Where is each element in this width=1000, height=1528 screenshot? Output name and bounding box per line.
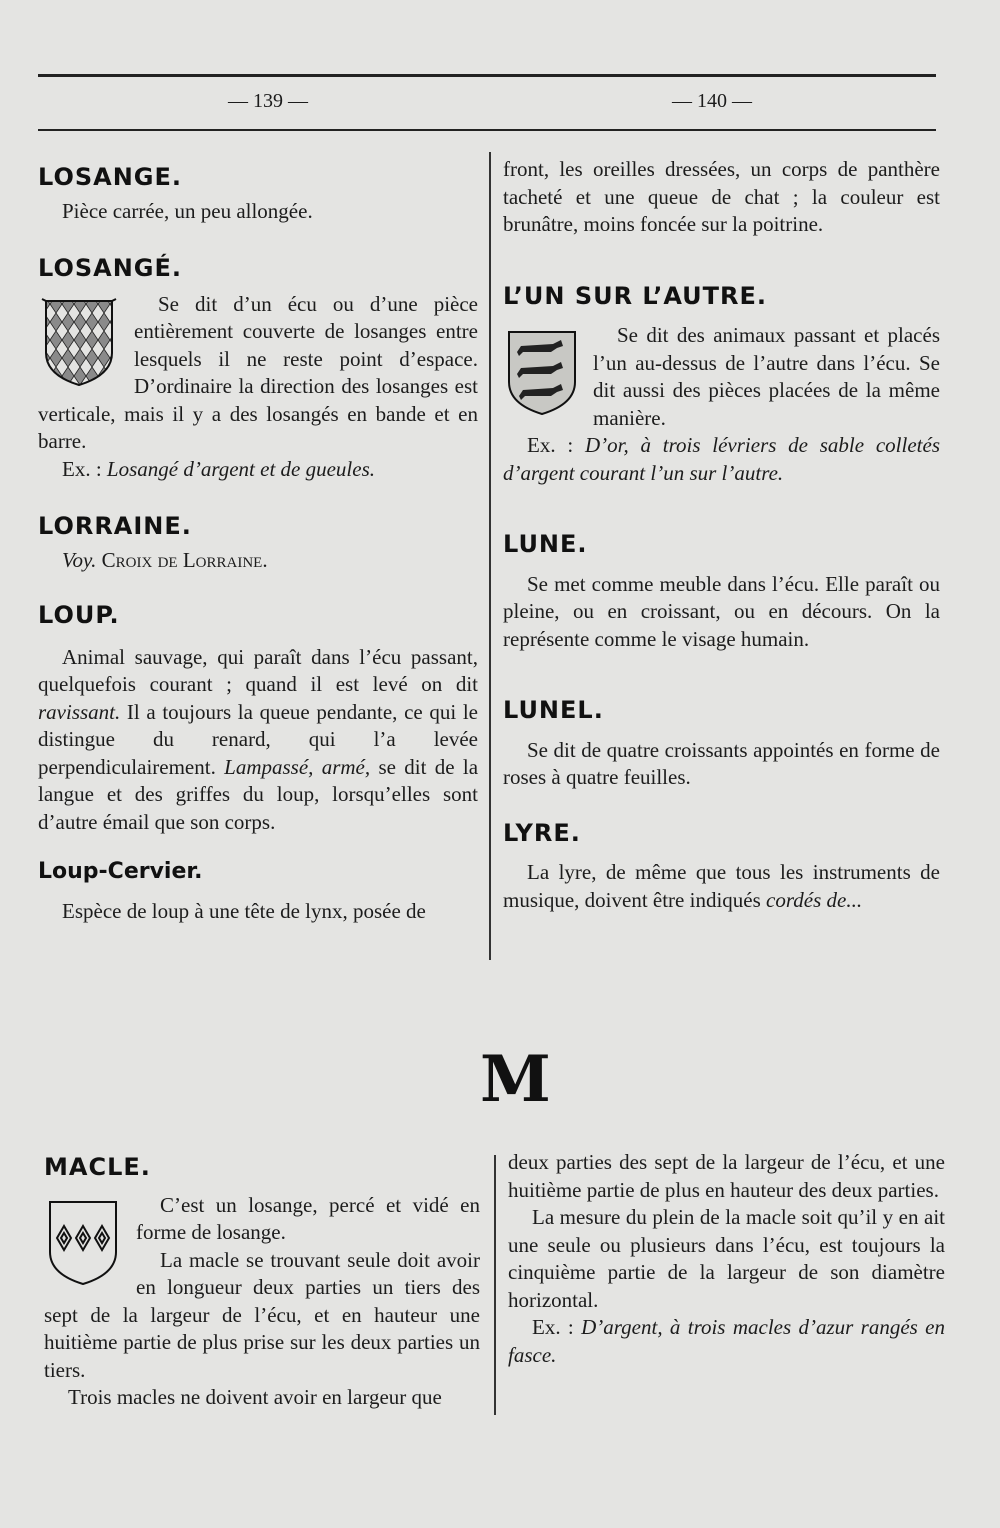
three-mascles-shield-icon <box>44 1196 124 1286</box>
page-number-left: — 139 — <box>228 90 308 112</box>
example-losange-e: Ex. : Losangé d’argent et de gueules. <box>62 456 376 481</box>
entry-text-losange: Pièce carrée, un peu allongée. <box>62 198 313 223</box>
entry-title-loup-cervier: Loup-Cervier. <box>38 859 203 884</box>
entry-title-lune: LUNE. <box>503 530 588 558</box>
macle-text-3: Trois macles ne doivent avoir en largeur que <box>68 1385 442 1409</box>
entry-body-lun-sur-lautre <box>503 322 940 487</box>
example-lun-sur-lautre: Ex. : D’or, à trois lévriers de sable colletés d’argent courant l’un sur l’autre. <box>503 433 940 485</box>
entry-text-lune: Se met comme meuble dans l’écu. Elle paraît ou pleine, ou en croissant, ou en décours. On la représente comme le visage humain. <box>503 571 940 651</box>
section-letter: M <box>480 1042 551 1117</box>
entry-text-loup: Animal sauvage, qui paraît dans l’écu passant, quelquefois courant ; quand il est levé on dit ravissant. Il a toujours la queue pendante, ce qui le distingue du renard, qui l’a levée perpendiculairement. Lampassé, armé, se dit de la langue et des griffes du loup, lorsqu’elles sont d’autre émail que son corps. <box>38 644 479 834</box>
entry-title-lun-sur-lautre: L’UN SUR L’AUTRE. <box>503 281 768 310</box>
top-rule <box>38 74 936 77</box>
entry-body-losange-e <box>38 291 478 484</box>
macle-text-4: deux parties des sept de la largeur de l’écu, et une huitième partie de plus en hauteur des deux parties. <box>508 1150 945 1202</box>
entry-title-lunel: LUNEL. <box>503 696 604 724</box>
example-macle: Ex. : D’argent, à trois macles d’azur rangés en fasce. <box>508 1315 945 1367</box>
entry-text-loup-cervier: Espèce de loup à une tête de lynx, posée de <box>62 898 426 923</box>
entry-title-losange-e: LOSANGÉ. <box>38 254 182 282</box>
right-column <box>503 156 940 914</box>
macle-left-column <box>44 1154 480 1412</box>
entry-title-lorraine: LORRAINE. <box>38 512 192 540</box>
header-rule <box>38 129 936 131</box>
macle-text-2: La macle se trouvant seule doit avoir en longueur deux parties un tiers des sept de la largeur de l’écu, et en hauteur une huitième partie de plus prise sur les deux parties un tiers. <box>44 1247 480 1382</box>
entry-title-losange: LOSANGE. <box>38 163 182 191</box>
entry-text-lunel: Se dit de quatre croissants appointés en forme de roses à quatre feuilles. <box>503 737 940 789</box>
macle-text-5: La mesure du plein de la macle soit qu’il y en ait une seule ou plusieurs dans l’écu, est toujours la cinquième partie de la largeur de son diamètre horizontal. <box>508 1205 945 1312</box>
page-number-right: — 140 — <box>672 90 752 112</box>
lozengy-shield-icon <box>38 295 122 387</box>
column-divider-bottom <box>494 1155 496 1415</box>
entry-text-lun-sur-lautre: Se dit des animaux passant et placés l’un au-dessus de l’autre dans l’écu. Se dit aussi des pièces placées de la même manière. <box>593 323 940 430</box>
entry-title-loup: LOUP. <box>38 601 120 629</box>
left-column <box>38 164 478 925</box>
macle-right-column <box>508 1149 945 1369</box>
entry-body-macle <box>44 1192 480 1412</box>
macle-text-1: C’est un losange, percé et vidé en forme de losange. <box>136 1192 480 1244</box>
entry-text-losange-e: Se dit d’un écu ou d’une pièce entièrement couverte de losanges entre lesquels il ne reste point d’espace. D’ordinaire la direction des losanges est verticale, mais il y a des losangés en bande et en barre. <box>38 291 478 453</box>
column-divider-top <box>489 152 491 960</box>
entry-text-lorraine: Voy. Croix de Lorraine. <box>62 547 268 572</box>
entry-title-lyre: LYRE. <box>503 818 581 847</box>
entry-title-macle: MACLE. <box>44 1153 151 1181</box>
three-greyhounds-shield-icon <box>503 326 581 416</box>
entry-text-lyre: La lyre, de même que tous les instruments de musique, doivent être indiqués cordés de... <box>503 860 940 912</box>
continuation-text: front, les oreilles dressées, un corps de panthère tacheté et une queue de chat ; la couleur est brunâtre, moins foncée sur la poitrine. <box>503 157 940 236</box>
